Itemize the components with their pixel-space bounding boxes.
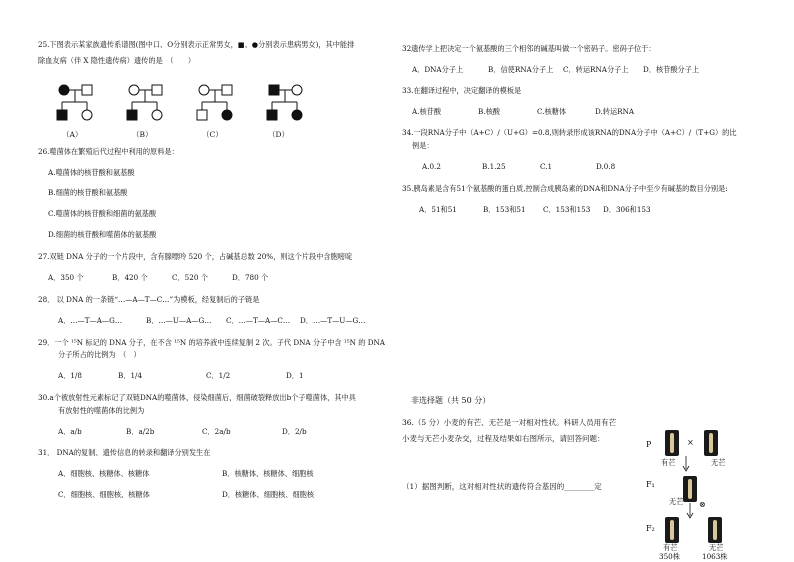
q32-option-d: D．核苷酸分子上 (643, 65, 700, 74)
q34-option-b: B.1.25 (482, 162, 506, 171)
label-p-awnless: 无芒 (711, 458, 726, 467)
q26-option-a: A.噬菌体的核苷酸和氨基酸 (48, 168, 135, 177)
pedigree-label-d: （D） (268, 130, 290, 139)
q33-option-d: D.转运RNA (595, 107, 635, 116)
q33-option-a: A.核苷酸 (412, 107, 442, 116)
q35-option-c: C．153和153 (543, 205, 591, 214)
q30-option-c: C．2a/b (202, 427, 231, 436)
q33-option-c: C.核糖体 (537, 107, 567, 116)
pedigree-a-father (82, 85, 92, 95)
pedigree-d-son (267, 110, 277, 120)
q33-stem: 33.在翻译过程中，决定翻译的模板是 (402, 86, 522, 95)
q34-option-d: D.0.8 (596, 162, 616, 171)
pedigree-b-daughter (152, 110, 162, 120)
q30-option-b: B．a/2b (126, 427, 155, 436)
q28-option-d: D．…—T—U—G… (300, 316, 366, 325)
label-f1: F₁ (646, 480, 655, 489)
pedigree-diagrams (48, 80, 318, 128)
q31-option-a: A．细胞核、核糖体、核糖体 (58, 469, 150, 478)
count-f2-awned: 350株 (659, 552, 680, 561)
q36-stem-line1: 36.（5 分）小麦的有芒、无芒是一对相对性状。科研人员用有芒 (402, 418, 617, 427)
q32-option-c: C．转运RNA分子上 (563, 65, 629, 74)
label-p: P (646, 440, 652, 449)
pedigree-b-mother (129, 85, 139, 95)
q25-stem-line1: 25.下图表示某家族遗传系谱图(图中口、O分别表示正常男女，■、●分别表示患病男女)，其中能排 (38, 40, 355, 49)
q36-sub1: （1）据图判断，这对相对性状的遗传符合基因的________定 (402, 482, 602, 491)
q35-stem: 35.胰岛素是含有51个氨基酸的蛋白质,控制合成胰岛素的DNA和DNA分子中至少有碱基的数目分别是: (402, 184, 728, 193)
label-p-awned: 有芒 (661, 458, 676, 467)
q34-option-a: A.0.2 (422, 162, 441, 171)
pedigree-a-daughter (82, 110, 92, 120)
q29-stem-line2: 分子所占的比例为 （ ） (58, 350, 141, 359)
q34-stem-line2: 例是： (412, 141, 434, 150)
q27-option-c: C．520 个 (172, 273, 208, 282)
q26-option-c: C.噬菌体的核苷酸和细菌的氨基酸 (48, 209, 157, 218)
pedigree-a-mother (59, 85, 69, 95)
q28-stem: 28． 以 DNA 的一条链“…—A—T—C…”为模板，经复制后的子链是 (38, 295, 260, 304)
q27-stem: 27.双链 DNA 分子的一个片段中，含有腺嘌呤 520 个，占碱基总数 20%，则这个片段中含胞嘧啶 (38, 252, 353, 261)
wheat-f1 (683, 476, 697, 502)
q26-option-b: B.细菌的核苷酸和氨基酸 (48, 188, 128, 197)
pedigree-label-b: （B） (132, 130, 153, 139)
q36-stem-line2: 小麦与无芒小麦杂交，过程及结果如右图所示，请回答问题： (402, 434, 605, 443)
q26-option-d: D.细菌的核苷酸和噬菌体的氨基酸 (48, 230, 157, 239)
pedigree-c-father (222, 85, 232, 95)
pedigree-c-son (197, 110, 207, 120)
q29-option-a: A．1/8 (58, 371, 82, 380)
pedigree-b-son (127, 110, 137, 120)
wheat-p-awned (665, 430, 679, 456)
label-f2-awned: 有芒 (663, 543, 678, 552)
wheat-p-awnless (704, 430, 718, 456)
q31-option-c: C．细胞核、细胞核、核糖体 (58, 490, 150, 499)
q32-stem: 32遗传学上把决定一个氨基酸的三个相邻的碱基叫做一个密码子。密码子位于： (402, 44, 656, 53)
pedigree-c-daughter (222, 110, 232, 120)
q30-stem-line1: 30.a个被放射性元素标记了双链DNA的噬菌体，侵染细菌后，细菌破裂释放出b个子噬菌体，其中具 (38, 393, 356, 402)
pedigree-d-father (269, 85, 279, 95)
section-title: 非选择题（共 50 分） (411, 396, 491, 405)
q35-option-b: B．153和51 (483, 205, 526, 214)
pedigree-label-c: （C） (202, 130, 223, 139)
q29-option-b: B．1/4 (118, 371, 143, 380)
q31-stem: 31． DNA的复制、遗传信息的转录和翻译分别发生在 (38, 448, 211, 457)
pedigree-b-father (152, 85, 162, 95)
q31-option-b: B．核糖体、核糖体、细胞核 (222, 469, 314, 478)
q34-option-c: C.1 (540, 162, 553, 171)
q31-option-d: D．核糖体、细胞核、细胞核 (222, 490, 315, 499)
pedigree-a-son (57, 110, 67, 120)
q30-stem-line2: 有放射性的噬菌体的比例为 (58, 406, 145, 415)
q29-option-c: C．1/2 (206, 371, 231, 380)
label-f1-awnless: 无芒 (669, 497, 684, 506)
q33-option-b: B.核酸 (478, 107, 500, 116)
q32-option-a: A．DNA分子上 (412, 65, 464, 74)
q27-option-a: A．350 个 (48, 273, 84, 282)
left-column (0, 0, 397, 561)
pedigree-d-daughter (292, 110, 302, 120)
count-f2-awnless: 1063株 (702, 552, 728, 561)
self-symbol: ⊗ (699, 500, 706, 509)
q27-option-d: D．780 个 (232, 273, 269, 282)
cross-symbol: × (687, 438, 694, 447)
arrow-f1-to-f2 (686, 503, 694, 519)
q32-option-b: B．信使RNA分子上 (488, 65, 554, 74)
q25-stem-line2: 除血友病（伴 X 隐性遗传病）遗传的是 （ ） (38, 56, 196, 65)
q28-option-b: B．…—U—A—G… (146, 316, 212, 325)
pedigree-c-mother (199, 85, 209, 95)
q35-option-d: D．306和153 (603, 205, 651, 214)
label-f2-awnless: 无芒 (709, 543, 724, 552)
q28-option-c: C．…—T—A—C… (226, 316, 291, 325)
right-column (397, 0, 794, 561)
arrow-p-to-f1 (682, 456, 690, 472)
q30-option-a: A．a/b (58, 427, 82, 436)
q29-stem-line1: 29．一个 ¹⁵N 标记的 DNA 分子，在不含 ¹⁵N 的培养液中连续复制 2 次。子代 DNA 分子中含 ¹⁵N 的 DNA (38, 338, 385, 347)
q27-option-b: B．420 个 (112, 273, 148, 282)
q34-stem-line1: 34.一段RNA分子中（A+C）/（U+G）=0.8,则转录形成该RNA的DNA分子中（A+C）/（T+G）的比 (402, 128, 737, 137)
pedigree-label-a: （A） (62, 130, 83, 139)
pedigree-d-mother (292, 85, 302, 95)
q35-option-a: A．51和51 (419, 205, 457, 214)
wheat-f2-awned (665, 517, 679, 543)
q28-option-a: A．…—T—A—G… (58, 316, 123, 325)
label-f2: F₂ (646, 524, 655, 533)
q26-stem: 26.噬菌体在繁殖后代过程中利用的原料是： (38, 147, 179, 156)
q29-option-d: D．1 (286, 371, 304, 380)
wheat-f2-awnless (708, 517, 722, 543)
q30-option-d: D．2/b (282, 427, 307, 436)
